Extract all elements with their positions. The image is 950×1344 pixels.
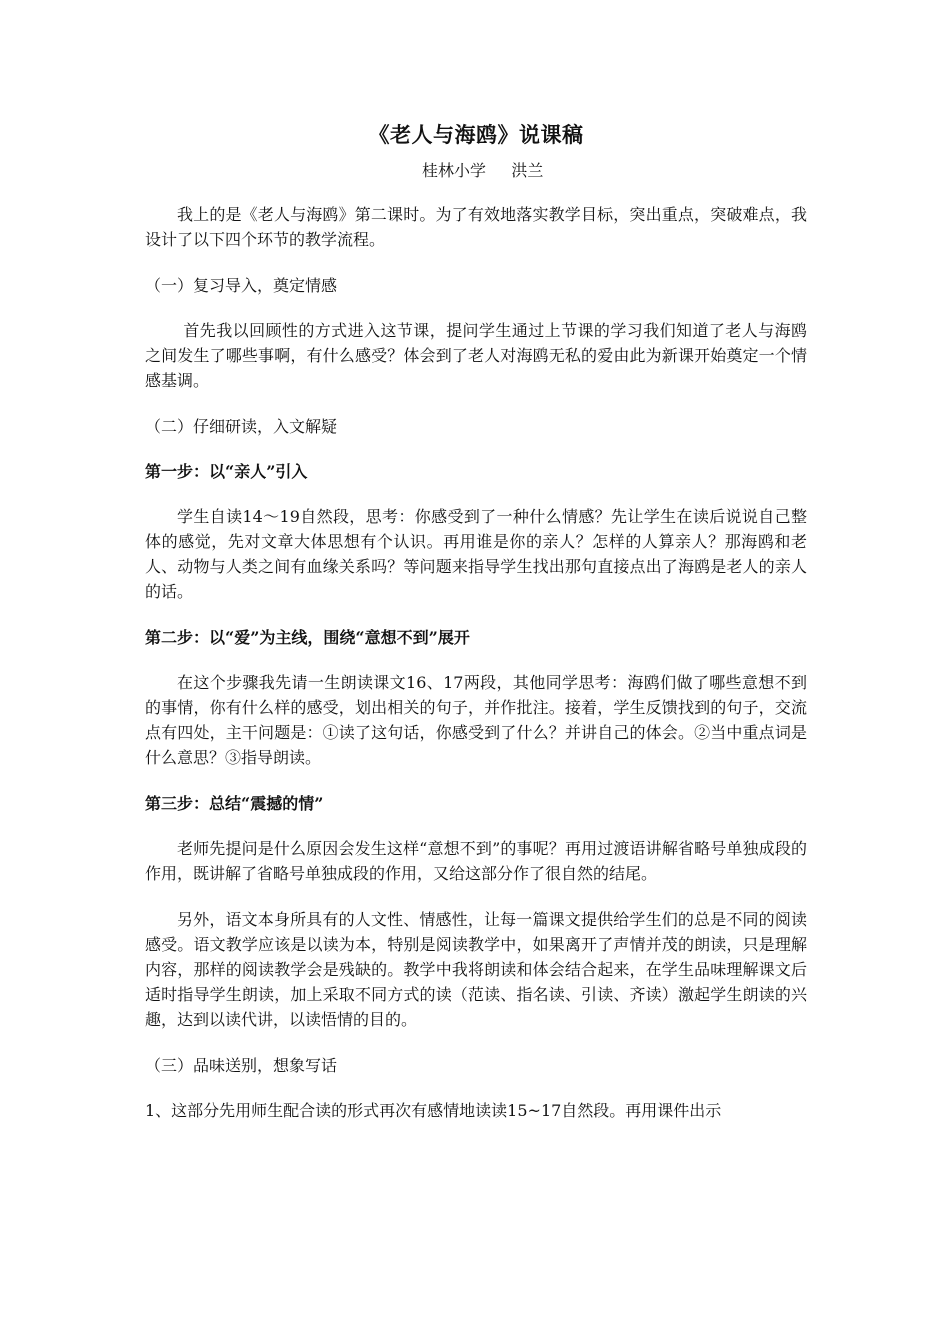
step1-paragraph: 学生自读14～19自然段，思考：你感受到了一种什么情感？先让学生在读后说说自己整体的感觉，先对文章大体思想有个认识。再用谁是你的亲人？怎样的人算亲人？那海鸥和老人、动物与人类之间有血缘关系吗？等问题来指导学生找出那句直接点出了海鸥是老人的亲人的话。: [145, 507, 807, 601]
section1-paragraph: 首先我以回顾性的方式进入这节课，提问学生通过上节课的学习我们知道了老人与海鸥之间发生了哪些事啊，有什么感受？体会到了老人对海鸥无私的爱由此为新课开始奠定一个情感基调。: [145, 321, 807, 390]
step3-paragraph: 老师先提问是什么原因会发生这样“意想不到”的事呢？再用过渡语讲解省略号单独成段的作用，既讲解了省略号单独成段的作用，又给这部分作了很自然的结尾。: [145, 839, 807, 883]
document-page: [145, 118, 807, 1144]
step2-paragraph: 在这个步骤我先请一生朗读课文16、17两段，其他同学思考：海鸥们做了哪些意想不到的事情，你有什么样的感受，划出相关的句子，并作批注。接着，学生反馈找到的句子，交流点有四处，主干问题是：①读了这句话，你感受到了什么？并讲自己的体会。②当中重点词是什么意思？③指导朗读。: [145, 673, 807, 767]
author-line: 桂林小学 洪兰: [422, 161, 544, 180]
section3-paragraph: 1、这部分先用师生配合读的形式再次有感情地读读15~17自然段。再用课件出示: [145, 1101, 722, 1120]
section-heading-1: （一）复习导入，奠定情感: [145, 276, 338, 295]
section-heading-3: （三）品味送别，想象写话: [145, 1056, 338, 1075]
document-title: 《老人与海鸥》说课稿: [368, 122, 584, 147]
intro-paragraph: 我上的是《老人与海鸥》第二课时。为了有效地落实教学目标，突出重点，突破难点，我设计了以下四个环节的教学流程。: [145, 205, 807, 249]
step-heading-3: 第三步：总结“震撼的情”: [145, 794, 324, 813]
extra-paragraph: 另外，语文本身所具有的人文性、情感性，让每一篇课文提供给学生们的总是不同的阅读感受。语文教学应该是以读为本，特别是阅读教学中，如果离开了声情并茂的朗读，只是理解内容，那样的阅读教学会是残缺的。教学中我将朗读和体会结合起来，在学生品味理解课文后适时指导学生朗读，加上采取不同方式的读（范读、指名读、引读、齐读）激起学生朗读的兴趣，达到以读代讲，以读悟情的目的。: [145, 910, 807, 1029]
section-heading-2: （二）仔细研读，入文解疑: [145, 417, 338, 436]
step-heading-1: 第一步：以“亲人”引入: [145, 462, 308, 481]
step-heading-2: 第二步：以“爱”为主线，围绕“意想不到”展开: [145, 628, 470, 647]
